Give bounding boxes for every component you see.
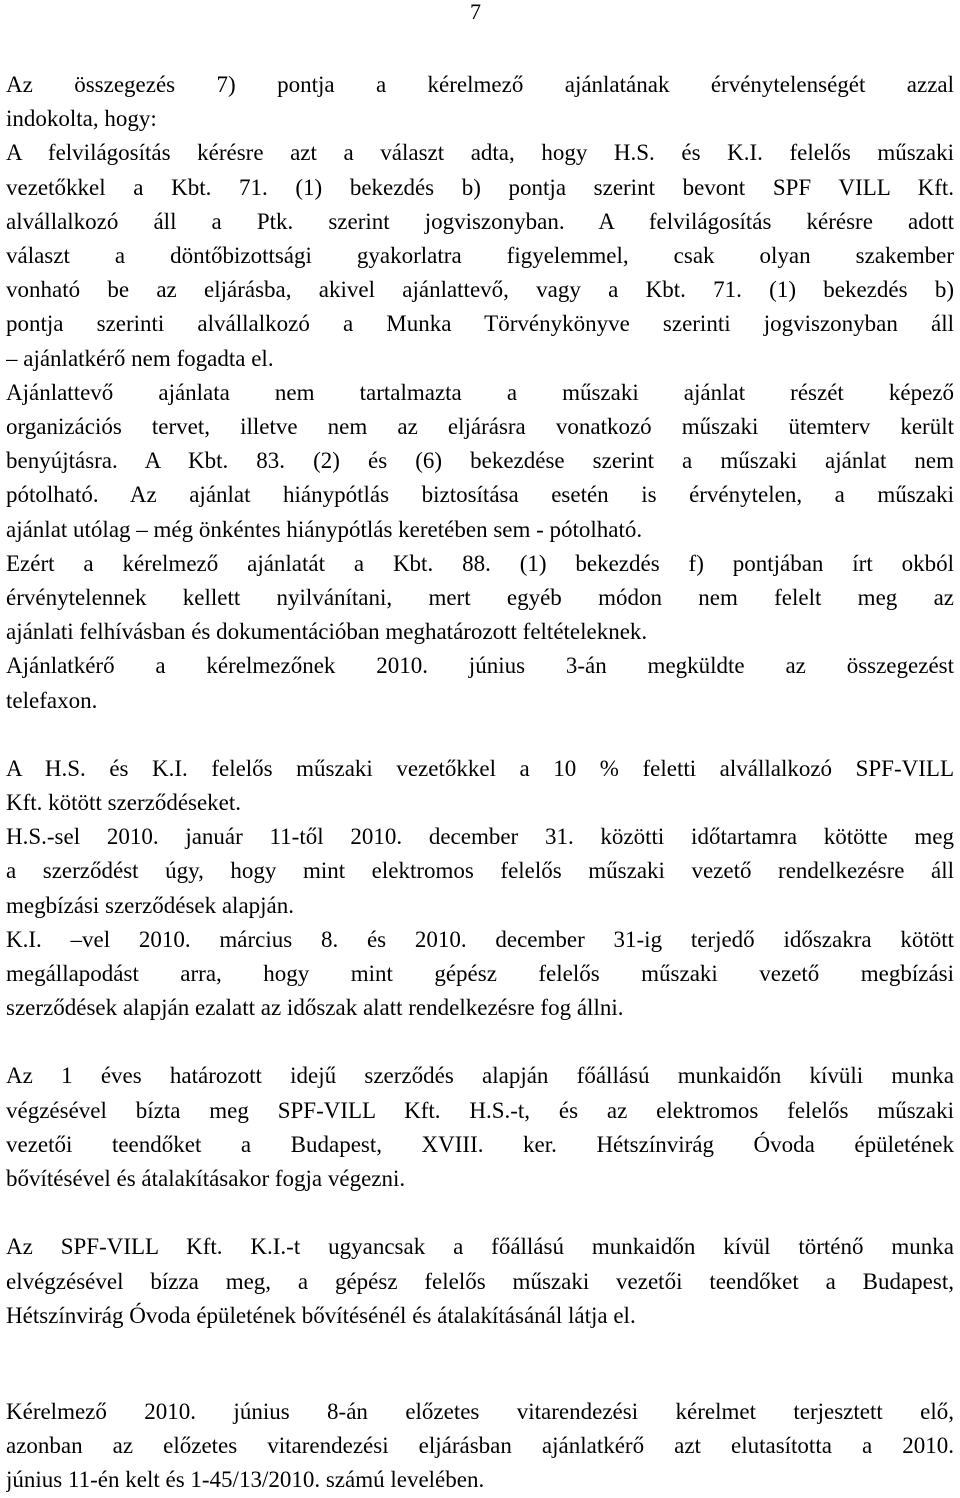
- text-line: Ajánlattevő ajánlata nem tartalmazta a műszaki ajánlat részét képező: [6, 379, 954, 405]
- text-line: A H.S. és K.I. felelős műszaki vezetőkkel a 10 % feletti alvállalkozó SPF-VILL: [6, 755, 954, 781]
- text-line: Az 1 éves határozott idejű szerződés alapján főállású munkaidőn kívüli munka: [6, 1063, 954, 1089]
- text-line: Ezért a kérelmező ajánlatát a Kbt. 88. (1) bekezdés f) pontjában írt okból: [6, 550, 954, 576]
- text-line: K.I. –vel 2010. március 8. és 2010. december 31-ig terjedő időszakra kötött: [6, 926, 954, 952]
- text-line: azonban az előzetes vitarendezési eljárásban ajánlatkérő azt elutasította a 2010.: [6, 1433, 954, 1459]
- text-line: megállapodást arra, hogy mint gépész felelős műszaki vezető megbízási: [6, 961, 954, 987]
- paragraph-1: [6, 68, 954, 718]
- paragraph-5: [6, 1395, 954, 1498]
- text-line: megbízási szerződések alapján.: [6, 892, 295, 918]
- page-number: 7: [470, 0, 481, 24]
- text-line: pontja szerinti alvállalkozó a Munka Törvénykönyve szerinti jogviszonyban áll: [6, 311, 954, 337]
- text-line: a szerződést úgy, hogy mint elektromos felelős műszaki vezető rendelkezésre áll: [6, 858, 954, 884]
- text-line: ajánlat utólag – még önkéntes hiánypótlás keretében sem - pótolható.: [6, 516, 643, 542]
- text-line: vezetőkkel a Kbt. 71. (1) bekezdés b) pontja szerint bevont SPF VILL Kft.: [6, 174, 954, 200]
- text-line: elvégzésével bízza meg, a gépész felelős műszaki vezetői teendőket a Budapest,: [6, 1268, 954, 1294]
- text-line: Kft. kötött szerződéseket.: [6, 790, 242, 816]
- text-line: ajánlati felhívásban és dokumentációban meghatározott feltételeknek.: [6, 619, 648, 645]
- text-line: Hétszínvirág Óvoda épületének bővítésénél és átalakításánál látja el.: [6, 1302, 636, 1328]
- paragraph-spacer: [6, 1333, 954, 1395]
- paragraph-spacer: [6, 718, 954, 752]
- text-line: végzésével bízta meg SPF-VILL Kft. H.S.-t, és az elektromos felelős műszaki: [6, 1097, 954, 1123]
- text-line: vezetői teendőket a Budapest, XVIII. ker. Hétszínvirág Óvoda épületének: [6, 1131, 954, 1157]
- paragraph-spacer: [6, 1196, 954, 1230]
- paragraph-3: [6, 1059, 954, 1196]
- text-line: bővítésével és átalakításakor fogja végezni.: [6, 1166, 406, 1192]
- document-body: [6, 68, 954, 1498]
- text-line: szerződések alapján ezalatt az időszak alatt rendelkezésre fog állni.: [6, 995, 624, 1021]
- text-line: vonható be az eljárásba, akivel ajánlattevő, vagy a Kbt. 71. (1) bekezdés b): [6, 277, 954, 303]
- text-line: Ajánlatkérő a kérelmezőnek 2010. június 3-án megküldte az összegezést: [6, 653, 954, 679]
- paragraph-2: [6, 752, 954, 1026]
- text-line: H.S.-sel 2010. január 11-től 2010. december 31. közötti időtartamra kötötte meg: [6, 824, 954, 850]
- text-line: A felvilágosítás kérésre azt a választ adta, hogy H.S. és K.I. felelős műszaki: [6, 140, 954, 166]
- text-line: Az SPF-VILL Kft. K.I.-t ugyancsak a főállású munkaidőn kívül történő munka: [6, 1234, 954, 1260]
- paragraph-4: [6, 1230, 954, 1333]
- text-line: alvállalkozó áll a Ptk. szerint jogviszonyban. A felvilágosítás kérésre adott: [6, 208, 954, 234]
- text-line: érvénytelennek kellett nyilvánítani, mert egyéb módon nem felelt meg az: [6, 585, 954, 611]
- text-line: indokolta, hogy:: [6, 106, 157, 132]
- text-line: Kérelmező 2010. június 8-án előzetes vitarendezési kérelmet terjesztett elő,: [6, 1398, 954, 1424]
- text-line: telefaxon.: [6, 687, 98, 713]
- text-line: – ajánlatkérő nem fogadta el.: [6, 345, 274, 371]
- text-line: Az összegezés 7) pontja a kérelmező ajánlatának érvénytelenségét azzal: [6, 72, 954, 97]
- text-line: pótolható. Az ajánlat hiánypótlás biztosítása esetén is érvénytelen, a műszaki: [6, 482, 954, 508]
- text-line: organizációs tervet, illetve nem az eljárásra vonatkozó műszaki ütemterv került: [6, 414, 954, 440]
- text-line: benyújtásra. A Kbt. 83. (2) és (6) bekezdése szerint a műszaki ajánlat nem: [6, 448, 954, 474]
- text-line: június 11-én kelt és 1-45/13/2010. számú levelében.: [6, 1467, 485, 1493]
- text-line: választ a döntőbizottsági gyakorlatra figyelemmel, csak olyan szakember: [6, 243, 954, 269]
- paragraph-spacer: [6, 1025, 954, 1059]
